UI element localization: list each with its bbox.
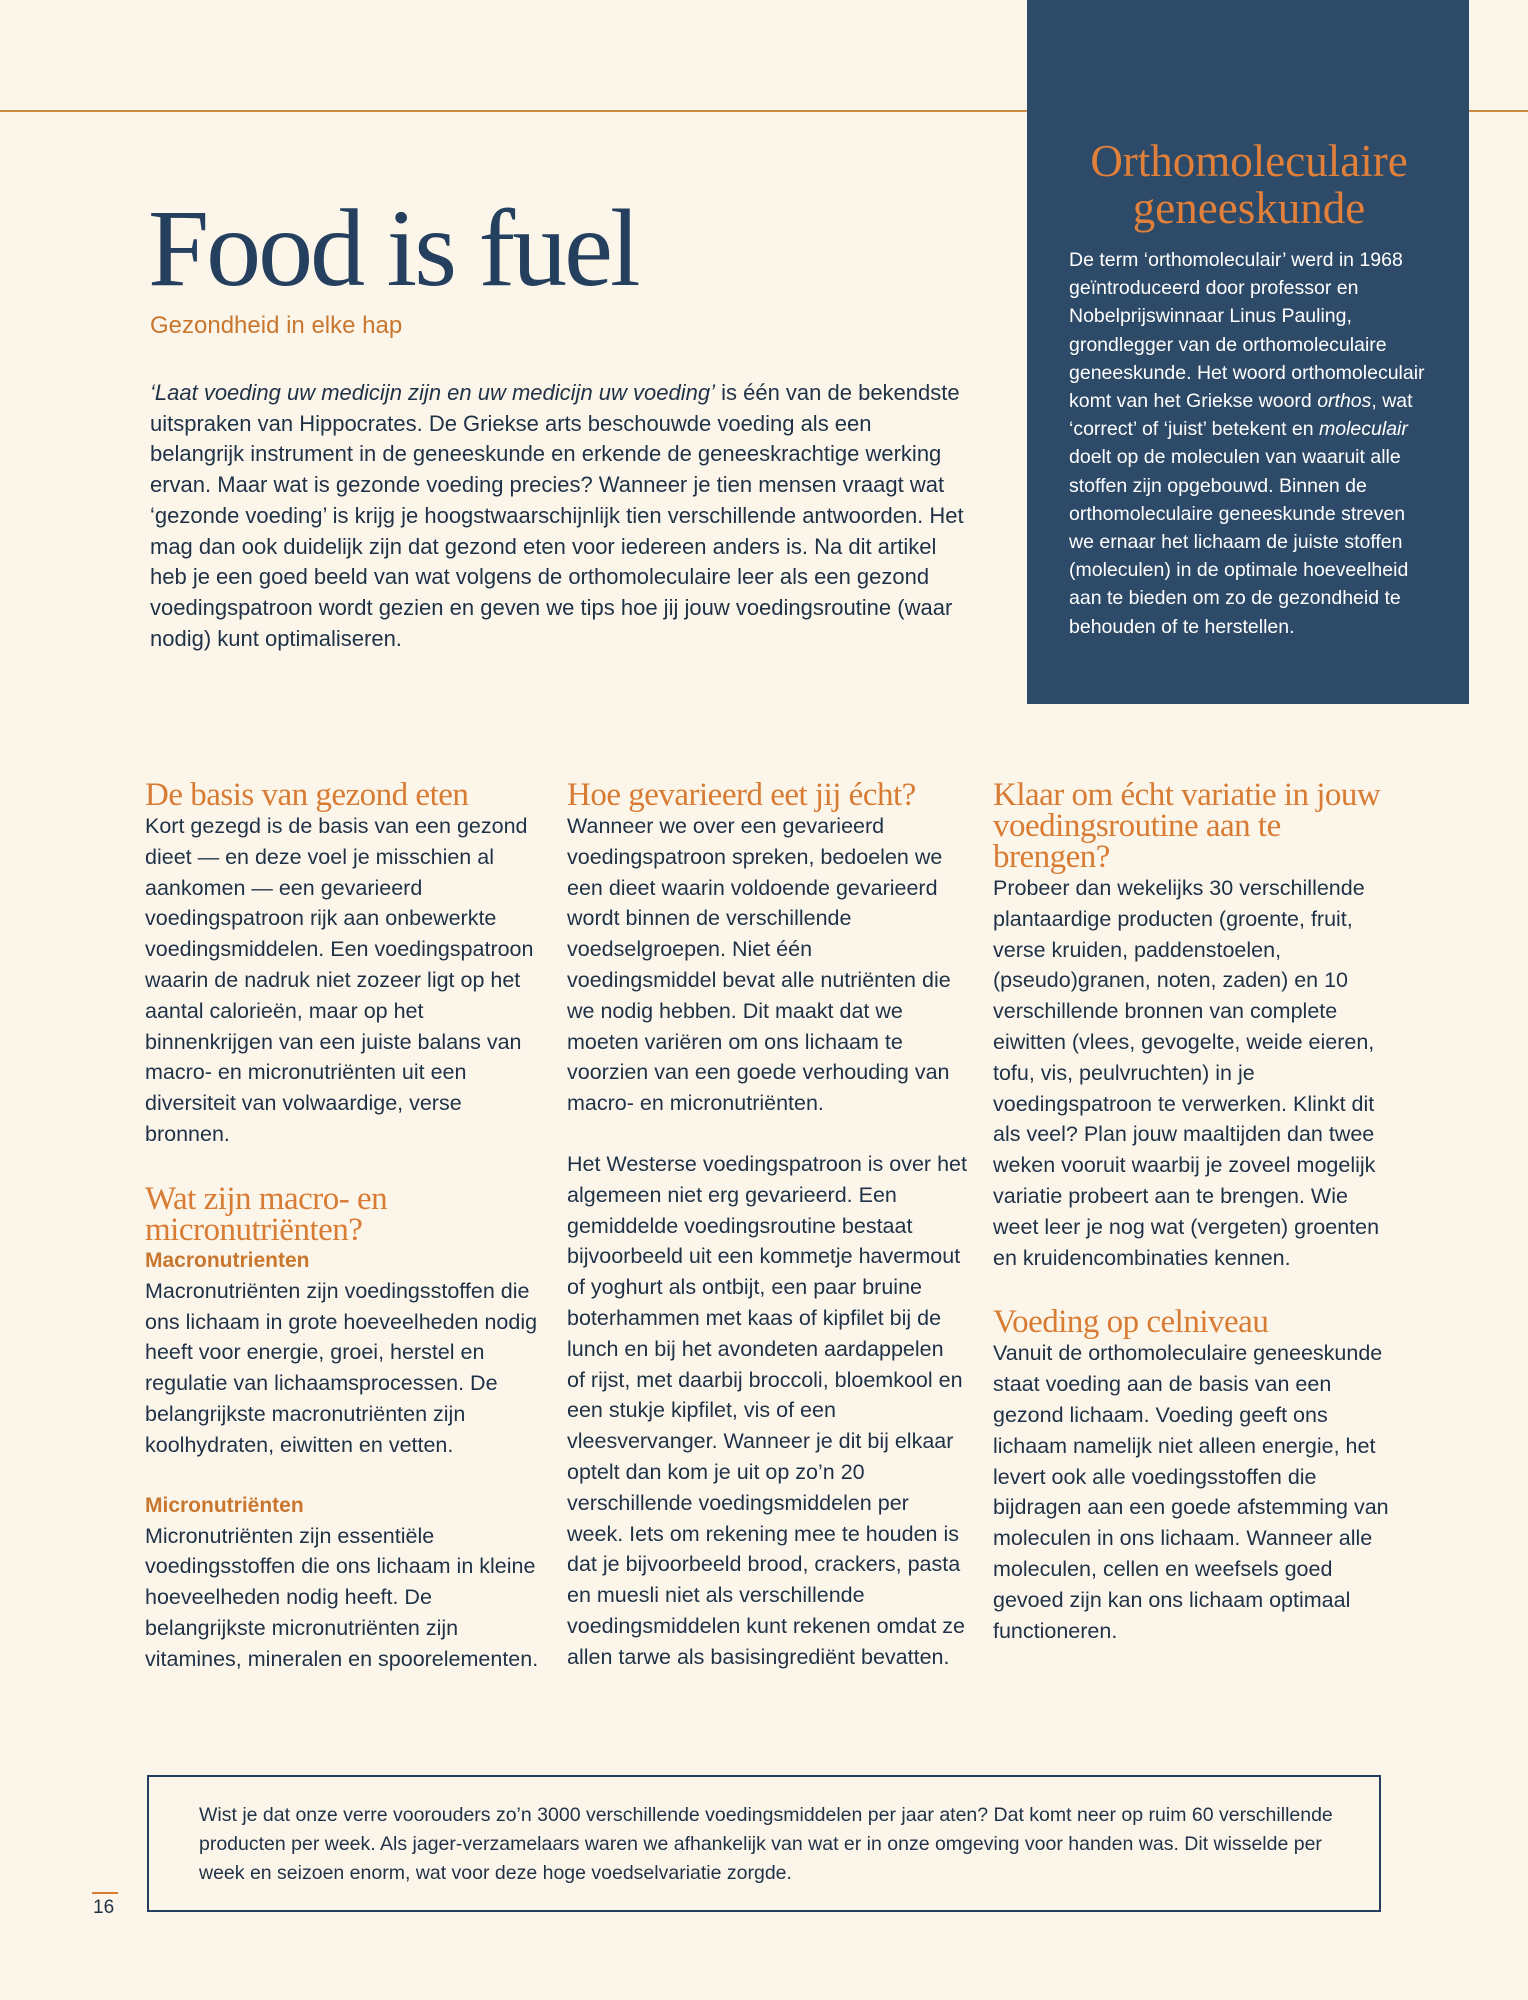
heading-macro-micronutrienten: Wat zijn macro- en micronutriënten?: [145, 1180, 388, 1248]
article-subtitle: Gezondheid in elke hap: [150, 312, 403, 339]
sidebar-title: Orthomoleculaire geneeskunde: [1090, 136, 1408, 233]
heading-hoe-gevarieerd: Hoe gevarieerd eet jij écht?: [567, 777, 916, 813]
article-intro: [150, 378, 970, 654]
sidebar-text: [1069, 246, 1429, 641]
intro-quote: ‘Laat voeding uw medicijn zijn en uw medicijn uw voeding’: [150, 380, 715, 405]
heading-basis-gezond-eten: De basis van gezond eten: [145, 777, 469, 813]
sidebar-text-b: , wat ‘correct’ of ‘juist’ betekent en: [1069, 390, 1413, 441]
sidebar-text-em-moleculair: moleculair: [1319, 418, 1408, 441]
sidebar-text-a: De term ‘orthomoleculair’ werd in 1968 geïntroduceerd door professor en Nobelprijswinnaar Linus Pauling, grondlegger van de orthomoleculaire geneeskunde. Het woord orthomoleculair komt van het Griekse woord: [1069, 249, 1425, 413]
body-klaar-om-variatie: Probeer dan wekelijks 30 verschillende plantaardige producten (groente, fruit, verse kruiden, paddenstoelen, (pseudo)granen, noten, zaden) en 10 verschillende bronnen van complete eiwitten (vlees, gevogelte, weide eieren, tofu, vis, peulvruchten) in je voedingspatroon te verwerken. Klinkt dit als veel? Plan jouw maaltijden dan twee weken vooruit waarbij je zoveel mogelijk variatie probeert aan te brengen. Wie weet leer je nog wat (vergeten) groenten en kruidencombinaties kennen.: [993, 876, 1380, 1270]
body-micronutrienten: Micronutriënten zijn essentiële voedingsstoffen die ons lichaam in kleine hoeveelheden nodig heeft. De belangrijkste micronutriënten zijn vitamines, mineralen en spoorelementen.: [145, 1523, 539, 1671]
body-basis-gezond-eten: Kort gezegd is de basis van een gezond dieet — en deze voel je misschien al aankomen — een gevarieerd voedingspatroon rijk aan onbewerkte voedingsmiddelen. Een voedingspatroon waarin de nadruk niet zozeer ligt op het aantal calorieën, maar op het binnenkrijgen van een juiste balans van macro- en micronutriënten uit een diversiteit van volwaardige, verse bronnen.: [145, 814, 534, 1146]
article-title: Food is fuel: [148, 187, 638, 309]
fact-box: [147, 1775, 1381, 1912]
subheading-macronutrienten: Macronutrienten: [145, 1248, 310, 1272]
sidebar-text-em-orthos: orthos: [1317, 390, 1372, 413]
column-1: [145, 777, 545, 1675]
fact-box-text: Wist je dat onze verre voorouders zo’n 3000 verschillende voedingsmiddelen per jaar aten? Dat komt neer op ruim 60 verschillende producten per week. Als jager-verzamelaars waren we afhankelijk van wat er in onze omgeving voor handen was. Dit wisselde per week en seizoen enorm, wat voor deze hoge voedselvariatie zorgde.: [199, 1804, 1333, 1884]
body-hoe-gevarieerd: Wanneer we over een gevarieerd voedingspatroon spreken, bedoelen we een dieet waarin voldoende gevarieerd wordt binnen de verschillende voedselgroepen. Niet één voedingsmiddel bevat alle nutriënten die we nodig hebben. Dit maakt dat we moeten variëren om ons lichaam te voorzien van een goede verhouding van macro- en micronutriënten.: [567, 814, 951, 1116]
body-macronutrienten: Macronutriënten zijn voedingsstoffen die ons lichaam in grote hoeveelheden nodig heeft voor energie, groei, herstel en regulatie van lichaamsprocessen. De belangrijkste macronutriënten zijn koolhydraten, eiwitten en vetten.: [145, 1278, 538, 1457]
subheading-micronutrienten: Micronutriënten: [145, 1493, 304, 1517]
page-number: 16: [93, 1897, 115, 1918]
heading-voeding-op-celniveau: Voeding op celniveau: [993, 1304, 1269, 1341]
column-3: [993, 777, 1393, 1646]
column-2: [567, 777, 967, 1673]
page-number-rule: [92, 1892, 118, 1894]
sidebar-box: [1027, 0, 1469, 704]
heading-klaar-om-variatie: Klaar om écht variatie in jouw voedingsroutine aan te brengen?: [993, 777, 1381, 875]
body-westerse-voedingspatroon: Het Westerse voedingspatroon is over het algemeen niet erg gevarieerd. Een gemiddelde voedingsroutine bestaat bijvoorbeeld uit een kommetje havermout of yoghurt als ontbijt, een paar bruine boterhammen met kaas of kipfilet bij de lunch en bij het avondeten aardappelen of rijst, met daarbij broccoli, bloemkool en een stukje kipfilet, vis of een vleesvervanger. Wanneer je dit bij elkaar optelt dan kom je uit op zo’n 20 verschillende voedingsmiddelen per week. Iets om rekening mee te houden is dat je bijvoorbeeld brood, crackers, pasta en muesli niet als verschillende voedingsmiddelen kunt rekenen omdat ze allen tarwe als basisingrediënt bevatten.: [567, 1151, 967, 1669]
intro-text: is één van de bekendste uitspraken van Hippocrates. De Griekse arts beschouwde voeding als een belangrijk instrument in de geneeskunde en erkende de geneeskrachtige werking ervan. Maar wat is gezonde voeding precies? Wanneer je tien mensen vraagt wat ‘gezonde voeding’ is krijg je hoogstwaarschijnlijk tien verschillende antwoorden. Het mag dan ook duidelijk zijn dat gezond eten voor iedereen anders is. Na dit artikel heb je een goed beeld van wat volgens de orthomoleculaire leer als een gezond voedingspatroon wordt gezien en geven we tips hoe jij jouw voedingsroutine (waar nodig) kunt optimaliseren.: [150, 380, 964, 651]
body-voeding-op-celniveau: Vanuit de orthomoleculaire geneeskunde staat voeding aan de basis van een gezond lichaam. Voeding geeft ons lichaam namelijk niet alleen energie, het levert ook alle voedingsstoffen die bijdragen aan een goede afstemming van moleculen in ons lichaam. Wanneer alle moleculen, cellen en weefsels goed gevoed zijn kan ons lichaam optimaal functioneren.: [993, 1341, 1389, 1643]
sidebar-text-c: doelt op de moleculen van waaruit alle stoffen zijn opgebouwd. Binnen de orthomoleculaire geneeskunde streven we ernaar het lichaam de juiste stoffen (moleculen) in de optimale hoeveelheid aan te bieden om zo de gezondheid te behouden of te herstellen.: [1069, 446, 1409, 638]
